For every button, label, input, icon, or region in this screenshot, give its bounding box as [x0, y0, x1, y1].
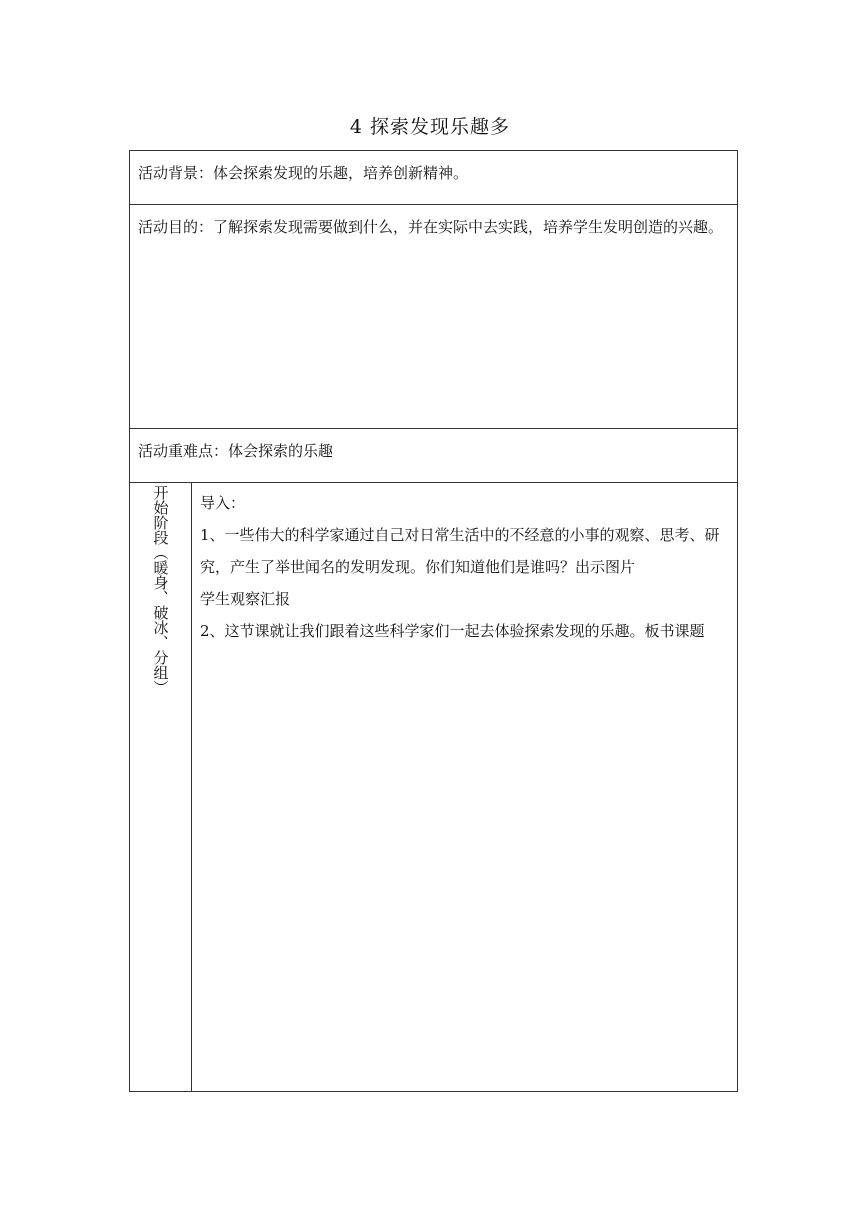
- document-title: 4 探索发现乐趣多: [349, 116, 511, 138]
- activity-background-row: [130, 151, 737, 205]
- content-paragraph-3: 2、这节课就让我们跟着这些科学家们一起去体验探索发现的乐趣。板书课题: [200, 622, 705, 640]
- activity-goal-row: [130, 205, 737, 429]
- start-stage-row: [130, 483, 737, 1091]
- stage-label: 开始阶段（暖身、破冰、分组）: [151, 485, 170, 695]
- lesson-plan-table: [129, 150, 738, 1092]
- content-paragraph-2: 学生观察汇报: [200, 590, 291, 608]
- activity-key-points-row: [130, 429, 737, 483]
- activity-key-points-text: 活动重难点：体会探索的乐趣: [138, 442, 334, 460]
- stage-label-cell: [130, 483, 192, 1091]
- stage-content-cell: [192, 483, 737, 1091]
- content-paragraph-1: 1、一些伟大的科学家通过自己对日常生活中的不经意的小事的观察、思考、研究，产生了举世闻名的发明发现。你们知道他们是谁吗？出示图片: [200, 526, 720, 576]
- activity-goal-text: 活动目的：了解探索发现需要做到什么，并在实际中去实践，培养学生发明创造的兴趣。: [138, 218, 724, 236]
- activity-background-text: 活动背景：体会探索发现的乐趣，培养创新精神。: [138, 164, 469, 182]
- intro-heading: 导入：: [200, 494, 246, 512]
